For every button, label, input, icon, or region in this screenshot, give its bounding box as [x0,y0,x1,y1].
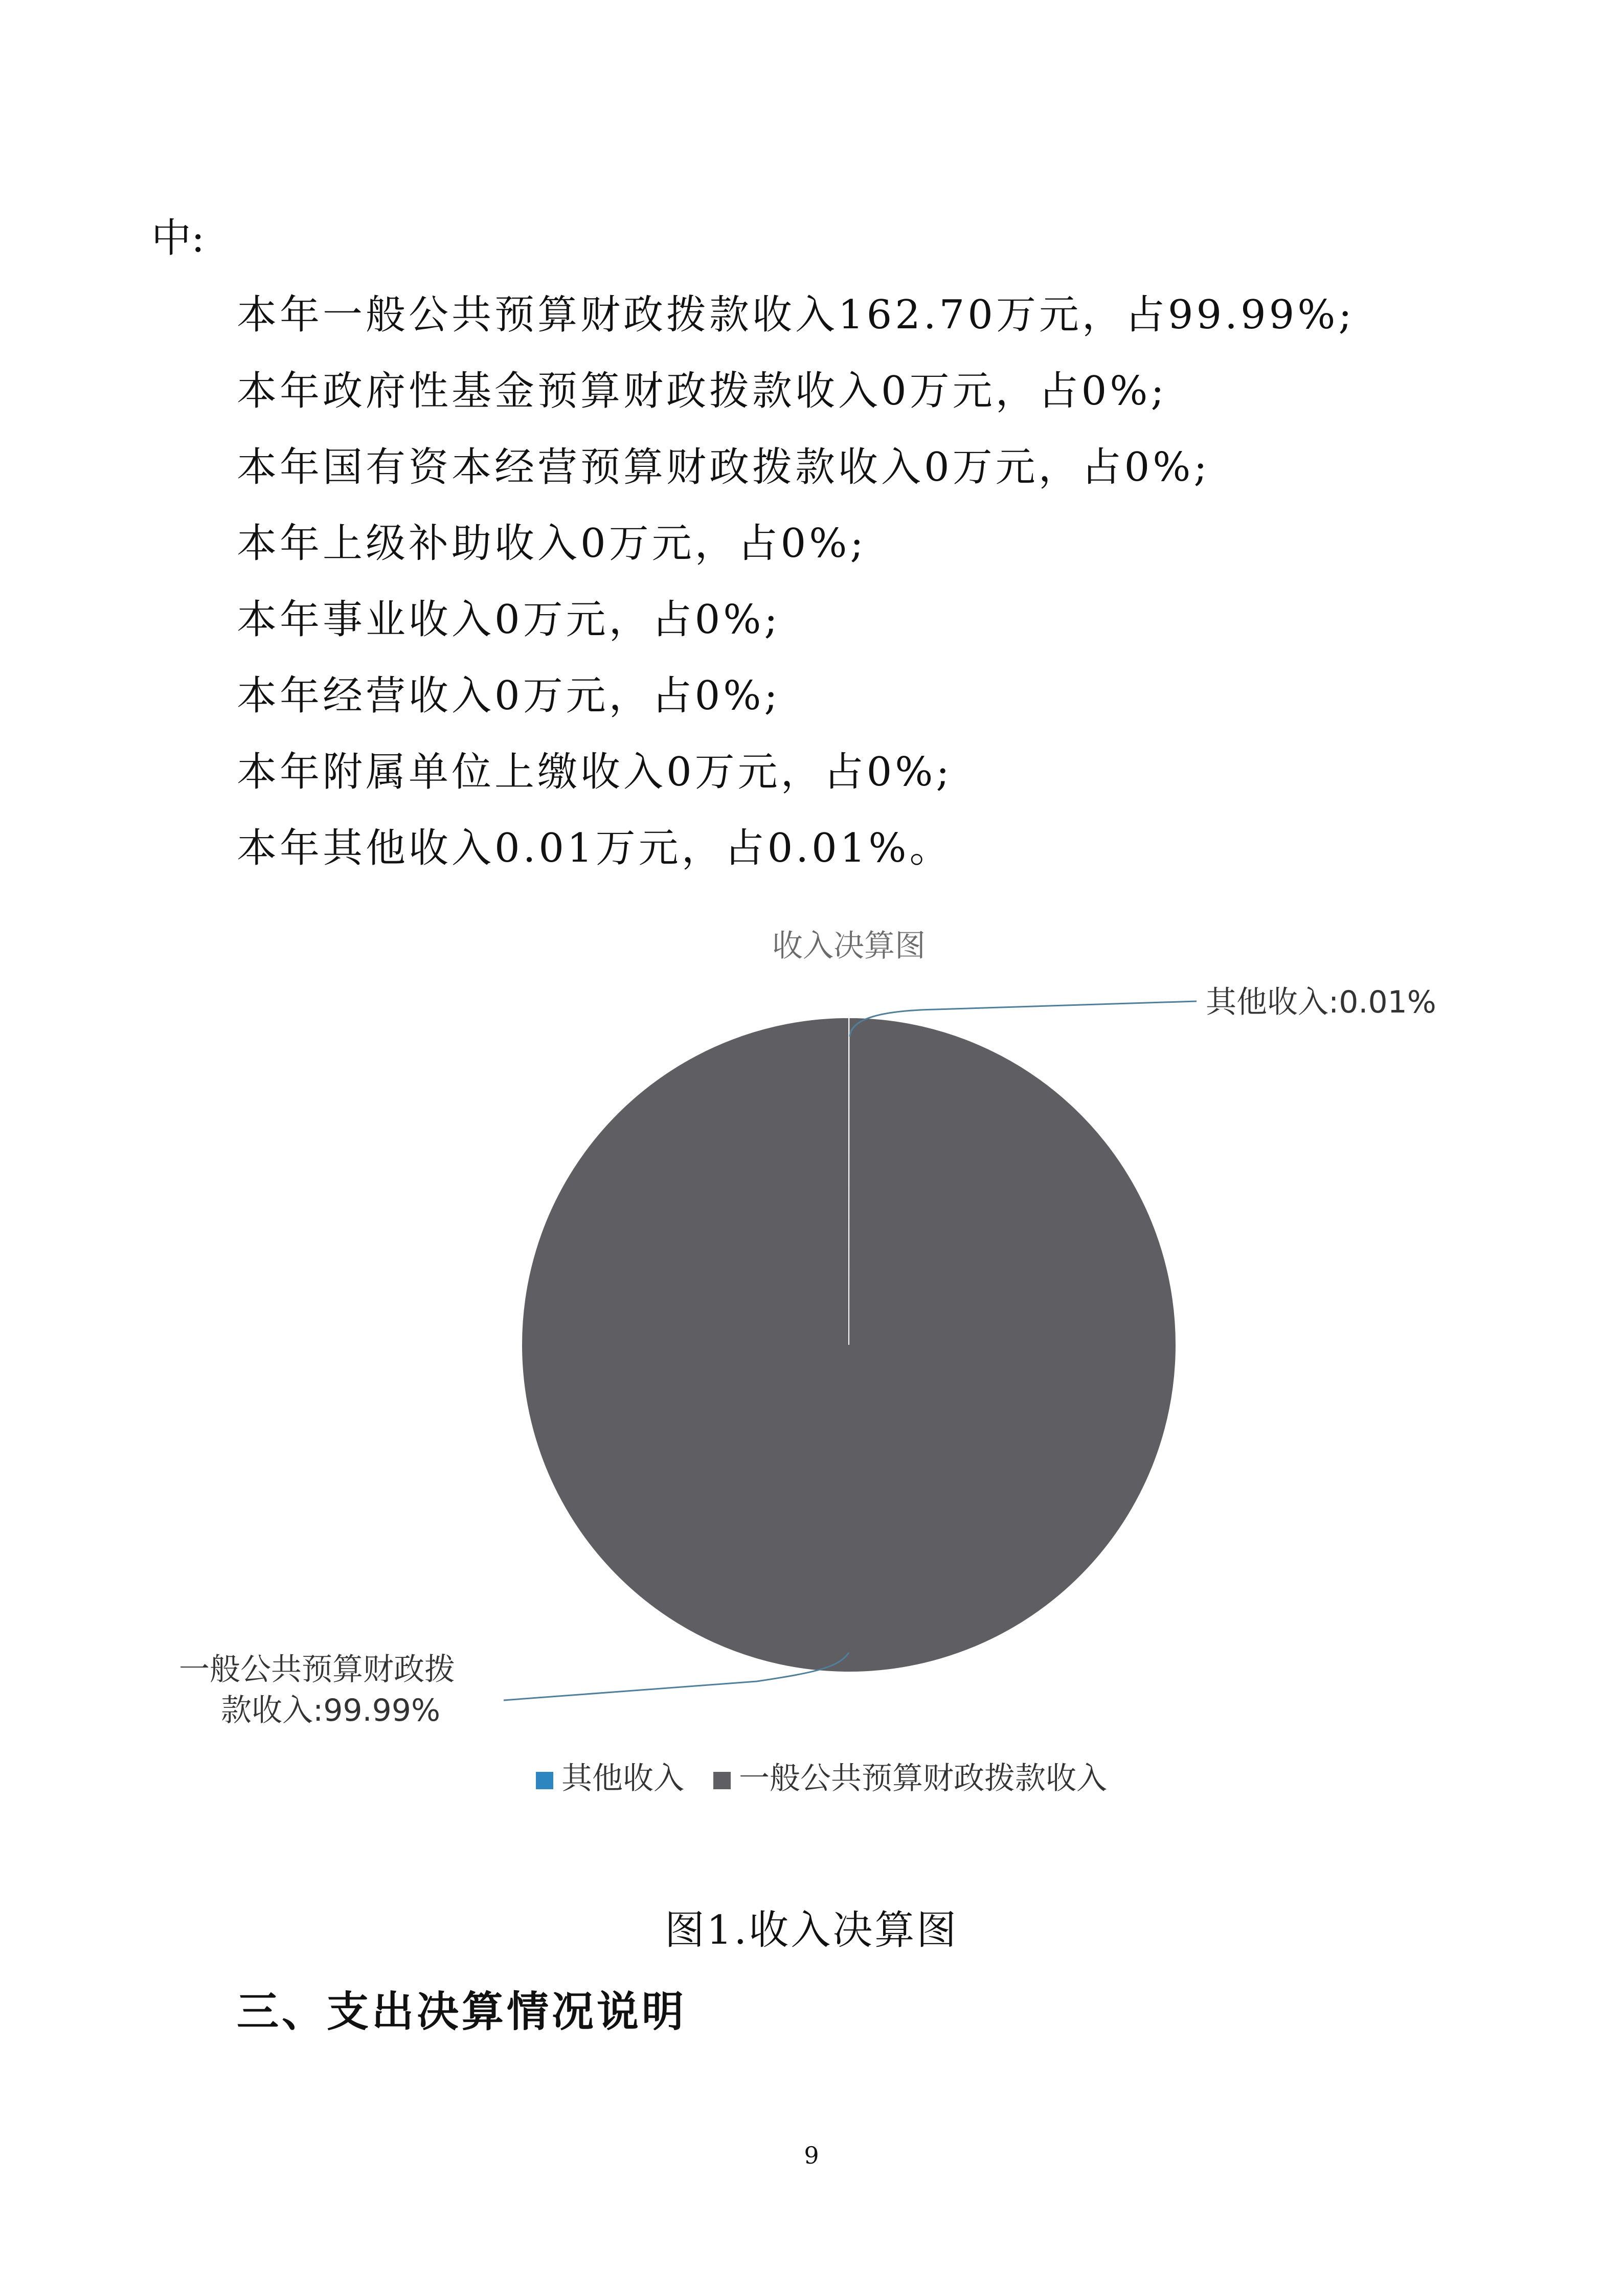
page-number: 9 [804,2142,819,2169]
section-heading: 三、支出决算情况说明 [237,1988,687,2036]
pie-slices [522,1018,1176,1672]
legend-swatch-general [713,1772,731,1789]
legend-label-other: 其他收入 [561,1761,684,1796]
income-breakdown-list [237,289,1355,899]
slice-label-general-line-2: 款收入:99.99% [221,1693,440,1728]
intro-text: 中: [151,215,205,261]
pie-slice-general [522,1018,1176,1672]
slice-label-general-line-1: 一般公共预算财政拨 [179,1652,455,1687]
income-line-government-fund: 本年政府性基金预算财政拨款收入0万元，占0%; [237,368,1167,414]
income-line-operating: 本年经营收入0万元，占0%; [237,673,781,719]
income-pie-chart [0,910,1623,1831]
slice-label-general [179,1652,465,1728]
chart-legend [536,1761,1107,1796]
income-line-superior-subsidy: 本年上级补助收入0万元，占0%; [237,521,867,567]
chart-title: 收入决算图 [772,928,926,964]
legend-label-general: 一般公共预算财政拨款收入 [739,1761,1107,1796]
income-line-business: 本年事业收入0万元，占0%; [237,597,781,643]
slice-label-other: 其他收入:0.01% [1206,984,1436,1020]
income-line-affiliated-units: 本年附属单位上缴收入0万元，占0%; [237,749,953,795]
income-line-general-budget: 本年一般公共预算财政拨款收入162.70万元，占99.99%; [237,292,1355,338]
legend-swatch-other [536,1772,553,1789]
income-line-state-capital: 本年国有资本经营预算财政拨款收入0万元，占0%; [237,444,1210,490]
income-line-other: 本年其他收入0.01万元，占0.01%。 [237,825,953,871]
figure-caption: 图1.收入决算图 [664,1907,959,1953]
